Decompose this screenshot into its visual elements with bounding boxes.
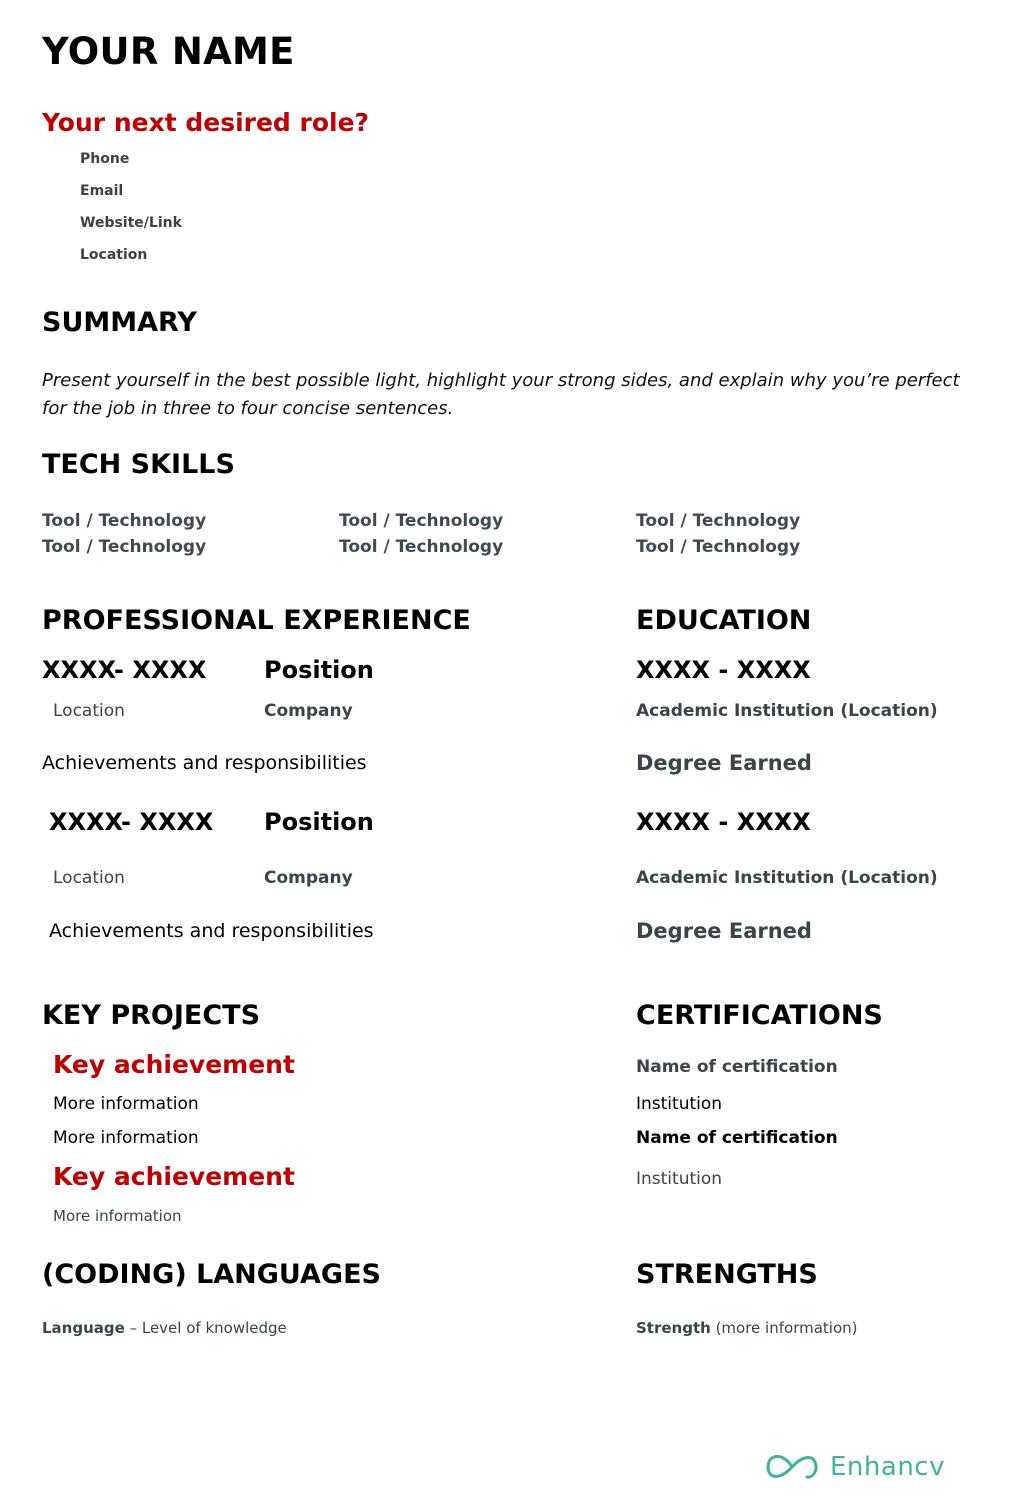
certification-institution: Institution [636,1169,723,1189]
certification-name: Name of certification [636,1057,838,1077]
experience-location: Location [53,701,125,721]
summary-heading: SUMMARY [42,307,197,338]
certification-institution: Institution [636,1094,723,1114]
education-dates: XXXX - XXXX [636,656,811,684]
strength-entry [636,1319,857,1337]
desired-role: Your next desired role? [42,108,370,137]
language-name: Language [42,1319,125,1337]
experience-achievements: Achievements and responsibilities [49,920,374,942]
education-institution: Academic Institution (Location) [636,701,938,721]
contact-email: Email [80,183,124,199]
project-title: Key achievement [53,1162,295,1191]
resume-name: YOUR NAME [42,30,295,73]
languages-heading: (CODING) LANGUAGES [42,1259,381,1290]
tech-skills-heading: TECH SKILLS [42,449,235,480]
experience-position: Position [264,656,374,684]
education-institution: Academic Institution (Location) [636,868,938,888]
strength-name: Strength [636,1319,711,1337]
enhancv-logo [764,1452,945,1482]
education-degree: Degree Earned [636,919,812,943]
experience-company: Company [264,868,353,888]
experience-position: Position [264,808,374,836]
contact-phone: Phone [80,151,130,167]
strength-info: (more information) [710,1319,858,1337]
experience-location: Location [53,868,125,888]
experience-dates: XXXX- XXXX [42,656,207,684]
strengths-heading: STRENGTHS [636,1259,818,1290]
experience-heading: PROFESSIONAL EXPERIENCE [42,605,471,636]
project-title: Key achievement [53,1050,295,1079]
education-dates: XXXX - XXXX [636,808,811,836]
project-info: More information [53,1128,199,1148]
project-info: More information [53,1094,199,1114]
experience-dates: XXXX- XXXX [49,808,214,836]
key-projects-heading: KEY PROJECTS [42,1000,261,1031]
skill-item: Tool / Technology [339,511,504,531]
infinity-logo-icon [764,1452,820,1482]
education-degree: Degree Earned [636,751,812,775]
summary-text: Present yourself in the best possible light, highlight your strong sides, and explain why you’re perfect for the job in three to four concise sentences. [42,370,960,419]
skill-item: Tool / Technology [636,537,801,557]
language-separator: – [124,1319,142,1337]
contact-location: Location [80,247,148,263]
skill-item: Tool / Technology [636,511,801,531]
contact-website: Website/Link [80,215,182,231]
certifications-heading: CERTIFICATIONS [636,1000,883,1031]
education-heading: EDUCATION [636,605,812,636]
language-entry [42,1319,287,1337]
experience-company: Company [264,701,353,721]
skill-item: Tool / Technology [42,511,207,531]
language-level: Level of knowledge [141,1319,287,1337]
skill-item: Tool / Technology [42,537,207,557]
certification-name: Name of certification [636,1128,838,1148]
experience-achievements: Achievements and responsibilities [42,752,367,774]
project-info: More information [53,1207,182,1225]
enhancv-brand-name: Enhancv [830,1452,945,1482]
skill-item: Tool / Technology [339,537,504,557]
